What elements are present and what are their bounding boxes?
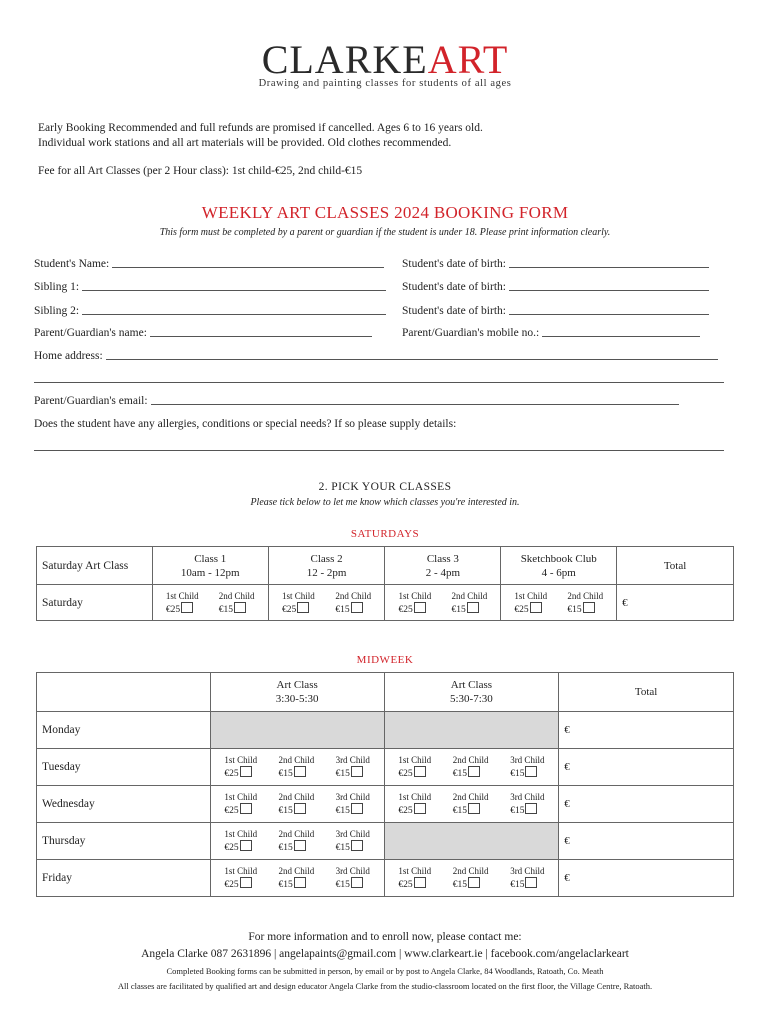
sat-class-3-time: 2 - 4pm [425, 566, 461, 579]
opt-label: 1st Child [165, 590, 199, 601]
thu-s1-first-child[interactable] [224, 828, 257, 854]
opt-price: €15 [510, 880, 525, 890]
student-name-line[interactable] [112, 257, 384, 268]
opt-price: €15 [451, 604, 466, 615]
sat-class-1-options [152, 585, 268, 621]
checkbox[interactable] [240, 877, 252, 888]
saturday-corner: Saturday Art Class [37, 547, 153, 585]
tue-s1-third-child[interactable] [336, 754, 370, 780]
sat-class-1-name: Class 1 [194, 552, 227, 565]
opt-label: 1st Child [281, 590, 315, 601]
opt-price: €15 [335, 843, 350, 853]
checkbox[interactable] [468, 766, 480, 777]
fri-s2-first-child[interactable] [398, 865, 431, 891]
opt-price: €25 [224, 806, 239, 816]
wed-s1-third-child[interactable] [336, 791, 370, 817]
mw-class-2-time: 5:30-7:30 [450, 693, 493, 705]
sat-class-2-name: Class 2 [310, 552, 343, 565]
home-address-line-2-rule[interactable] [34, 372, 724, 383]
sat-class-3-name: Class 3 [426, 552, 459, 565]
student-name-field[interactable] [34, 257, 396, 270]
opt-price: €15 [335, 604, 350, 615]
parent-email-field[interactable] [34, 394, 728, 407]
parent-name-field[interactable] [34, 326, 396, 339]
sat-class-3-options [385, 585, 501, 621]
opt-label: 2nd Child [278, 792, 315, 802]
thursday-total[interactable]: € [559, 823, 734, 860]
sat-c3-second-child[interactable] [451, 590, 487, 616]
day-label-wednesday: Wednesday [37, 786, 211, 823]
fri-s2-third-child[interactable] [510, 865, 544, 891]
opt-label: 3rd Child [510, 792, 545, 802]
footer-contact-heading: For more information and to enroll now, please contact me: [248, 931, 522, 943]
pick-classes-title: 2. PICK YOUR CLASSES [318, 481, 452, 493]
sibling1-dob-line[interactable] [509, 280, 709, 291]
opt-label: 2nd Child [278, 755, 315, 765]
opt-price: €15 [278, 880, 293, 890]
parent-mobile-line[interactable] [542, 326, 700, 337]
footer-contact-details: Angela Clarke 087 2631896 | angelapaints@gmail.com | www.clarkeart.ie | facebook.com/angelaclarkeart [141, 948, 629, 960]
friday-slot-1 [210, 860, 384, 897]
sibling1-dob-label: Student's date of birth: [402, 281, 506, 293]
student-dob-field[interactable] [402, 257, 728, 270]
parent-name-line[interactable] [150, 326, 372, 337]
checkbox[interactable] [294, 803, 306, 814]
wed-s2-second-child[interactable] [453, 791, 489, 817]
opt-label: 1st Child [398, 792, 432, 802]
friday-slot-2 [384, 860, 559, 897]
opt-label: 1st Child [398, 590, 432, 601]
opt-price: €15 [510, 769, 525, 779]
opt-label: 3rd Child [510, 755, 545, 765]
checkbox[interactable] [297, 602, 309, 613]
home-address-field[interactable] [34, 349, 728, 362]
thu-s1-third-child[interactable] [336, 828, 370, 854]
opt-price: €25 [398, 604, 413, 615]
opt-price: €25 [398, 769, 413, 779]
tuesday-total[interactable]: € [559, 749, 734, 786]
opt-price: €25 [398, 806, 413, 816]
sat-sketchbook-time: 4 - 6pm [541, 566, 576, 579]
tue-s2-third-child[interactable] [510, 754, 544, 780]
sat-class-1-header [152, 547, 268, 585]
midweek-corner [37, 673, 211, 712]
mw-class-1-name: Art Class [276, 679, 318, 691]
day-label-thursday: Thursday [37, 823, 211, 860]
opt-price: €15 [335, 806, 350, 816]
opt-price: €15 [218, 604, 234, 615]
opt-price: €15 [452, 806, 468, 816]
sat-class-3-header [385, 547, 501, 585]
sat-sketchbook-options [501, 585, 617, 621]
home-address-label: Home address: [34, 350, 103, 362]
opt-label: 1st Child [224, 866, 258, 876]
mw-class-2-name: Art Class [450, 679, 493, 691]
form-subtitle: This form must be completed by a parent or guardian if the student is under 18. Please print information clearly. [159, 227, 611, 238]
tuesday-slot-2 [384, 749, 559, 786]
opt-price: €25 [281, 604, 297, 615]
sat-total-header: Total [617, 547, 734, 585]
footer-submission-note: Completed Booking forms can be submitted in person, by email or by post to Angela Clarke, 84 Woodlands, Ratoath, Co. Meath [166, 966, 604, 976]
opt-label: 2nd Child [567, 590, 604, 601]
checkbox[interactable] [181, 602, 193, 613]
mw-class-1-time: 3:30-5:30 [275, 693, 319, 705]
opt-price: €25 [224, 843, 239, 853]
parent-email-line[interactable] [151, 394, 679, 405]
sat-class-1-time: 10am - 12pm [180, 566, 240, 579]
footer-facilitator-note: All classes are facilitated by qualified art and design educator Angela Clarke from the studio-classroom located on the first floor, the Village Centre, Ratoath. [117, 981, 653, 991]
sat-sketchbook-header [501, 547, 617, 585]
allergies-label: Does the student have any allergies, conditions or special needs? If so please supply details: [34, 418, 457, 430]
opt-label: 3rd Child [335, 829, 370, 839]
checkbox[interactable] [294, 766, 306, 777]
parent-name-label: Parent/Guardian's name: [34, 327, 147, 339]
sibling2-dob-line[interactable] [509, 304, 709, 315]
checkbox[interactable] [351, 877, 363, 888]
tue-s2-first-child[interactable] [398, 754, 431, 780]
sat-total-cell[interactable]: € [617, 585, 734, 621]
opt-label: 3rd Child [510, 866, 545, 876]
opt-price: €15 [335, 880, 350, 890]
parent-mobile-field[interactable] [402, 326, 728, 339]
sat-class-2-time: 12 - 2pm [306, 566, 347, 579]
sibling2-dob-label: Student's date of birth: [402, 305, 506, 317]
opt-label: 3rd Child [335, 755, 370, 765]
sat-c3-first-child[interactable] [399, 590, 432, 616]
opt-label: 1st Child [224, 755, 258, 765]
checkbox[interactable] [468, 803, 480, 814]
wednesday-slot-2 [384, 786, 559, 823]
checkbox[interactable] [234, 602, 246, 613]
day-label-friday: Friday [37, 860, 211, 897]
checkbox[interactable] [240, 840, 252, 851]
wed-s2-first-child[interactable] [398, 791, 431, 817]
thu-s1-second-child[interactable] [278, 828, 314, 854]
logo-art: ART [427, 37, 509, 82]
sibling1-label: Sibling 1: [34, 281, 80, 293]
sibling2-line[interactable] [82, 304, 386, 315]
sibling2-label: Sibling 2: [34, 305, 80, 317]
opt-label: 2nd Child [218, 590, 255, 601]
opt-price: €15 [452, 880, 468, 890]
fri-s1-third-child[interactable] [336, 865, 370, 891]
student-dob-label: Student's date of birth: [402, 258, 506, 270]
checkbox[interactable] [525, 877, 537, 888]
logo-tagline: Drawing and painting classes for students of all ages [258, 78, 512, 89]
opt-price: €25 [224, 769, 239, 779]
allergies-line[interactable] [34, 440, 728, 453]
checkbox[interactable] [351, 602, 363, 613]
fee-text: Fee for all Art Classes (per 2 Hour class): 1st child-€25, 2nd child-€15 [38, 165, 363, 177]
mw-class-1-header [210, 673, 384, 712]
sibling2-dob-field[interactable] [402, 304, 728, 317]
sat-sb-second-child[interactable] [567, 590, 603, 616]
parent-mobile-label: Parent/Guardian's mobile no.: [402, 327, 540, 339]
day-label-monday: Monday [37, 712, 211, 749]
opt-price: €15 [278, 843, 293, 853]
monday-slot-2-unavailable [384, 712, 559, 749]
tue-s1-second-child[interactable] [278, 754, 314, 780]
sibling1-line[interactable] [82, 280, 386, 291]
opt-price: €25 [514, 604, 529, 615]
midweek-table [36, 672, 734, 897]
checkbox[interactable] [240, 803, 252, 814]
opt-label: 1st Child [398, 866, 432, 876]
pick-classes-subtitle: Please tick below to let me know which classes you're interested in. [250, 497, 520, 508]
home-address-line[interactable] [106, 349, 718, 360]
opt-label: 1st Child [514, 590, 548, 601]
sat-sb-first-child[interactable] [514, 590, 547, 616]
opt-label: 3rd Child [335, 866, 370, 876]
checkbox[interactable] [294, 877, 306, 888]
checkbox[interactable] [530, 602, 542, 613]
day-label-tuesday: Tuesday [37, 749, 211, 786]
student-name-label: Student's Name: [34, 258, 110, 270]
opt-label: 2nd Child [452, 755, 489, 765]
sibling1-dob-field[interactable] [402, 280, 728, 293]
saturday-table [36, 546, 734, 621]
monday-total[interactable]: € [559, 712, 734, 749]
checkbox[interactable] [525, 766, 537, 777]
opt-price: €15 [278, 806, 293, 816]
checkbox[interactable] [414, 877, 426, 888]
opt-price: €15 [452, 769, 468, 779]
opt-label: 1st Child [224, 829, 258, 839]
sat-c2-second-child[interactable] [335, 590, 371, 616]
opt-label: 2nd Child [335, 590, 372, 601]
fri-s1-first-child[interactable] [224, 865, 257, 891]
sat-c1-second-child[interactable] [219, 590, 255, 616]
intro-line-2: Individual work stations and all art materials will be provided. Old clothes recommended. [38, 137, 452, 149]
mw-class-2-header [384, 673, 559, 712]
checkbox[interactable] [414, 803, 426, 814]
checkbox[interactable] [294, 840, 306, 851]
sibling2-field[interactable] [34, 304, 396, 317]
opt-price: €15 [510, 806, 525, 816]
home-address-line-2[interactable] [34, 372, 728, 385]
opt-label: 2nd Child [452, 866, 489, 876]
sat-class-2-header [268, 547, 385, 585]
wednesday-total[interactable]: € [559, 786, 734, 823]
midweek-heading: MIDWEEK [356, 654, 414, 666]
saturday-row-label: Saturday [37, 585, 153, 621]
parent-email-label: Parent/Guardian's email: [34, 395, 148, 407]
tue-s1-first-child[interactable] [224, 754, 257, 780]
sat-class-2-options [268, 585, 385, 621]
opt-label: 1st Child [224, 792, 258, 802]
monday-slot-1-unavailable [210, 712, 384, 749]
wed-s1-second-child[interactable] [278, 791, 314, 817]
opt-price: €25 [224, 880, 239, 890]
student-dob-line[interactable] [509, 257, 709, 268]
opt-price: €15 [278, 769, 293, 779]
checkbox[interactable] [414, 602, 426, 613]
opt-price: €15 [335, 769, 350, 779]
form-title: WEEKLY ART CLASSES 2024 BOOKING FORM [201, 203, 569, 222]
intro-line-1: Early Booking Recommended and full refunds are promised if cancelled. Ages 6 to 16 years old. [38, 122, 483, 134]
fri-s2-second-child[interactable] [453, 865, 489, 891]
opt-label: 2nd Child [278, 829, 315, 839]
wednesday-slot-1 [210, 786, 384, 823]
checkbox[interactable] [467, 602, 479, 613]
opt-price: €15 [567, 604, 582, 615]
sibling1-field[interactable] [34, 280, 396, 293]
opt-price: €25 [398, 880, 413, 890]
wed-s1-first-child[interactable] [224, 791, 257, 817]
logo-clarke: CLARKE [261, 37, 428, 82]
tue-s2-second-child[interactable] [453, 754, 489, 780]
checkbox[interactable] [583, 602, 595, 613]
opt-label: 2nd Child [452, 792, 489, 802]
opt-price: €25 [165, 604, 181, 615]
checkbox[interactable] [240, 766, 252, 777]
opt-label: 1st Child [398, 755, 432, 765]
allergies-rule[interactable] [34, 440, 724, 451]
tuesday-slot-1 [210, 749, 384, 786]
opt-label: 2nd Child [451, 590, 488, 601]
checkbox[interactable] [414, 766, 426, 777]
sat-c2-first-child[interactable] [282, 590, 315, 616]
thursday-slot-1 [210, 823, 384, 860]
allergies-question [34, 418, 728, 430]
logo [0, 37, 770, 82]
checkbox[interactable] [468, 877, 480, 888]
sat-sketchbook-name: Sketchbook Club [520, 552, 597, 565]
checkbox[interactable] [351, 803, 363, 814]
checkbox[interactable] [351, 766, 363, 777]
fri-s1-second-child[interactable] [278, 865, 314, 891]
saturdays-heading: SATURDAYS [350, 528, 420, 540]
wed-s2-third-child[interactable] [510, 791, 544, 817]
checkbox[interactable] [525, 803, 537, 814]
thursday-slot-2-unavailable [384, 823, 559, 860]
checkbox[interactable] [351, 840, 363, 851]
intro [38, 121, 738, 151]
opt-label: 3rd Child [335, 792, 370, 802]
opt-label: 2nd Child [278, 866, 315, 876]
mw-total-header: Total [559, 673, 734, 712]
sat-c1-first-child[interactable] [166, 590, 199, 616]
friday-total[interactable]: € [559, 860, 734, 897]
